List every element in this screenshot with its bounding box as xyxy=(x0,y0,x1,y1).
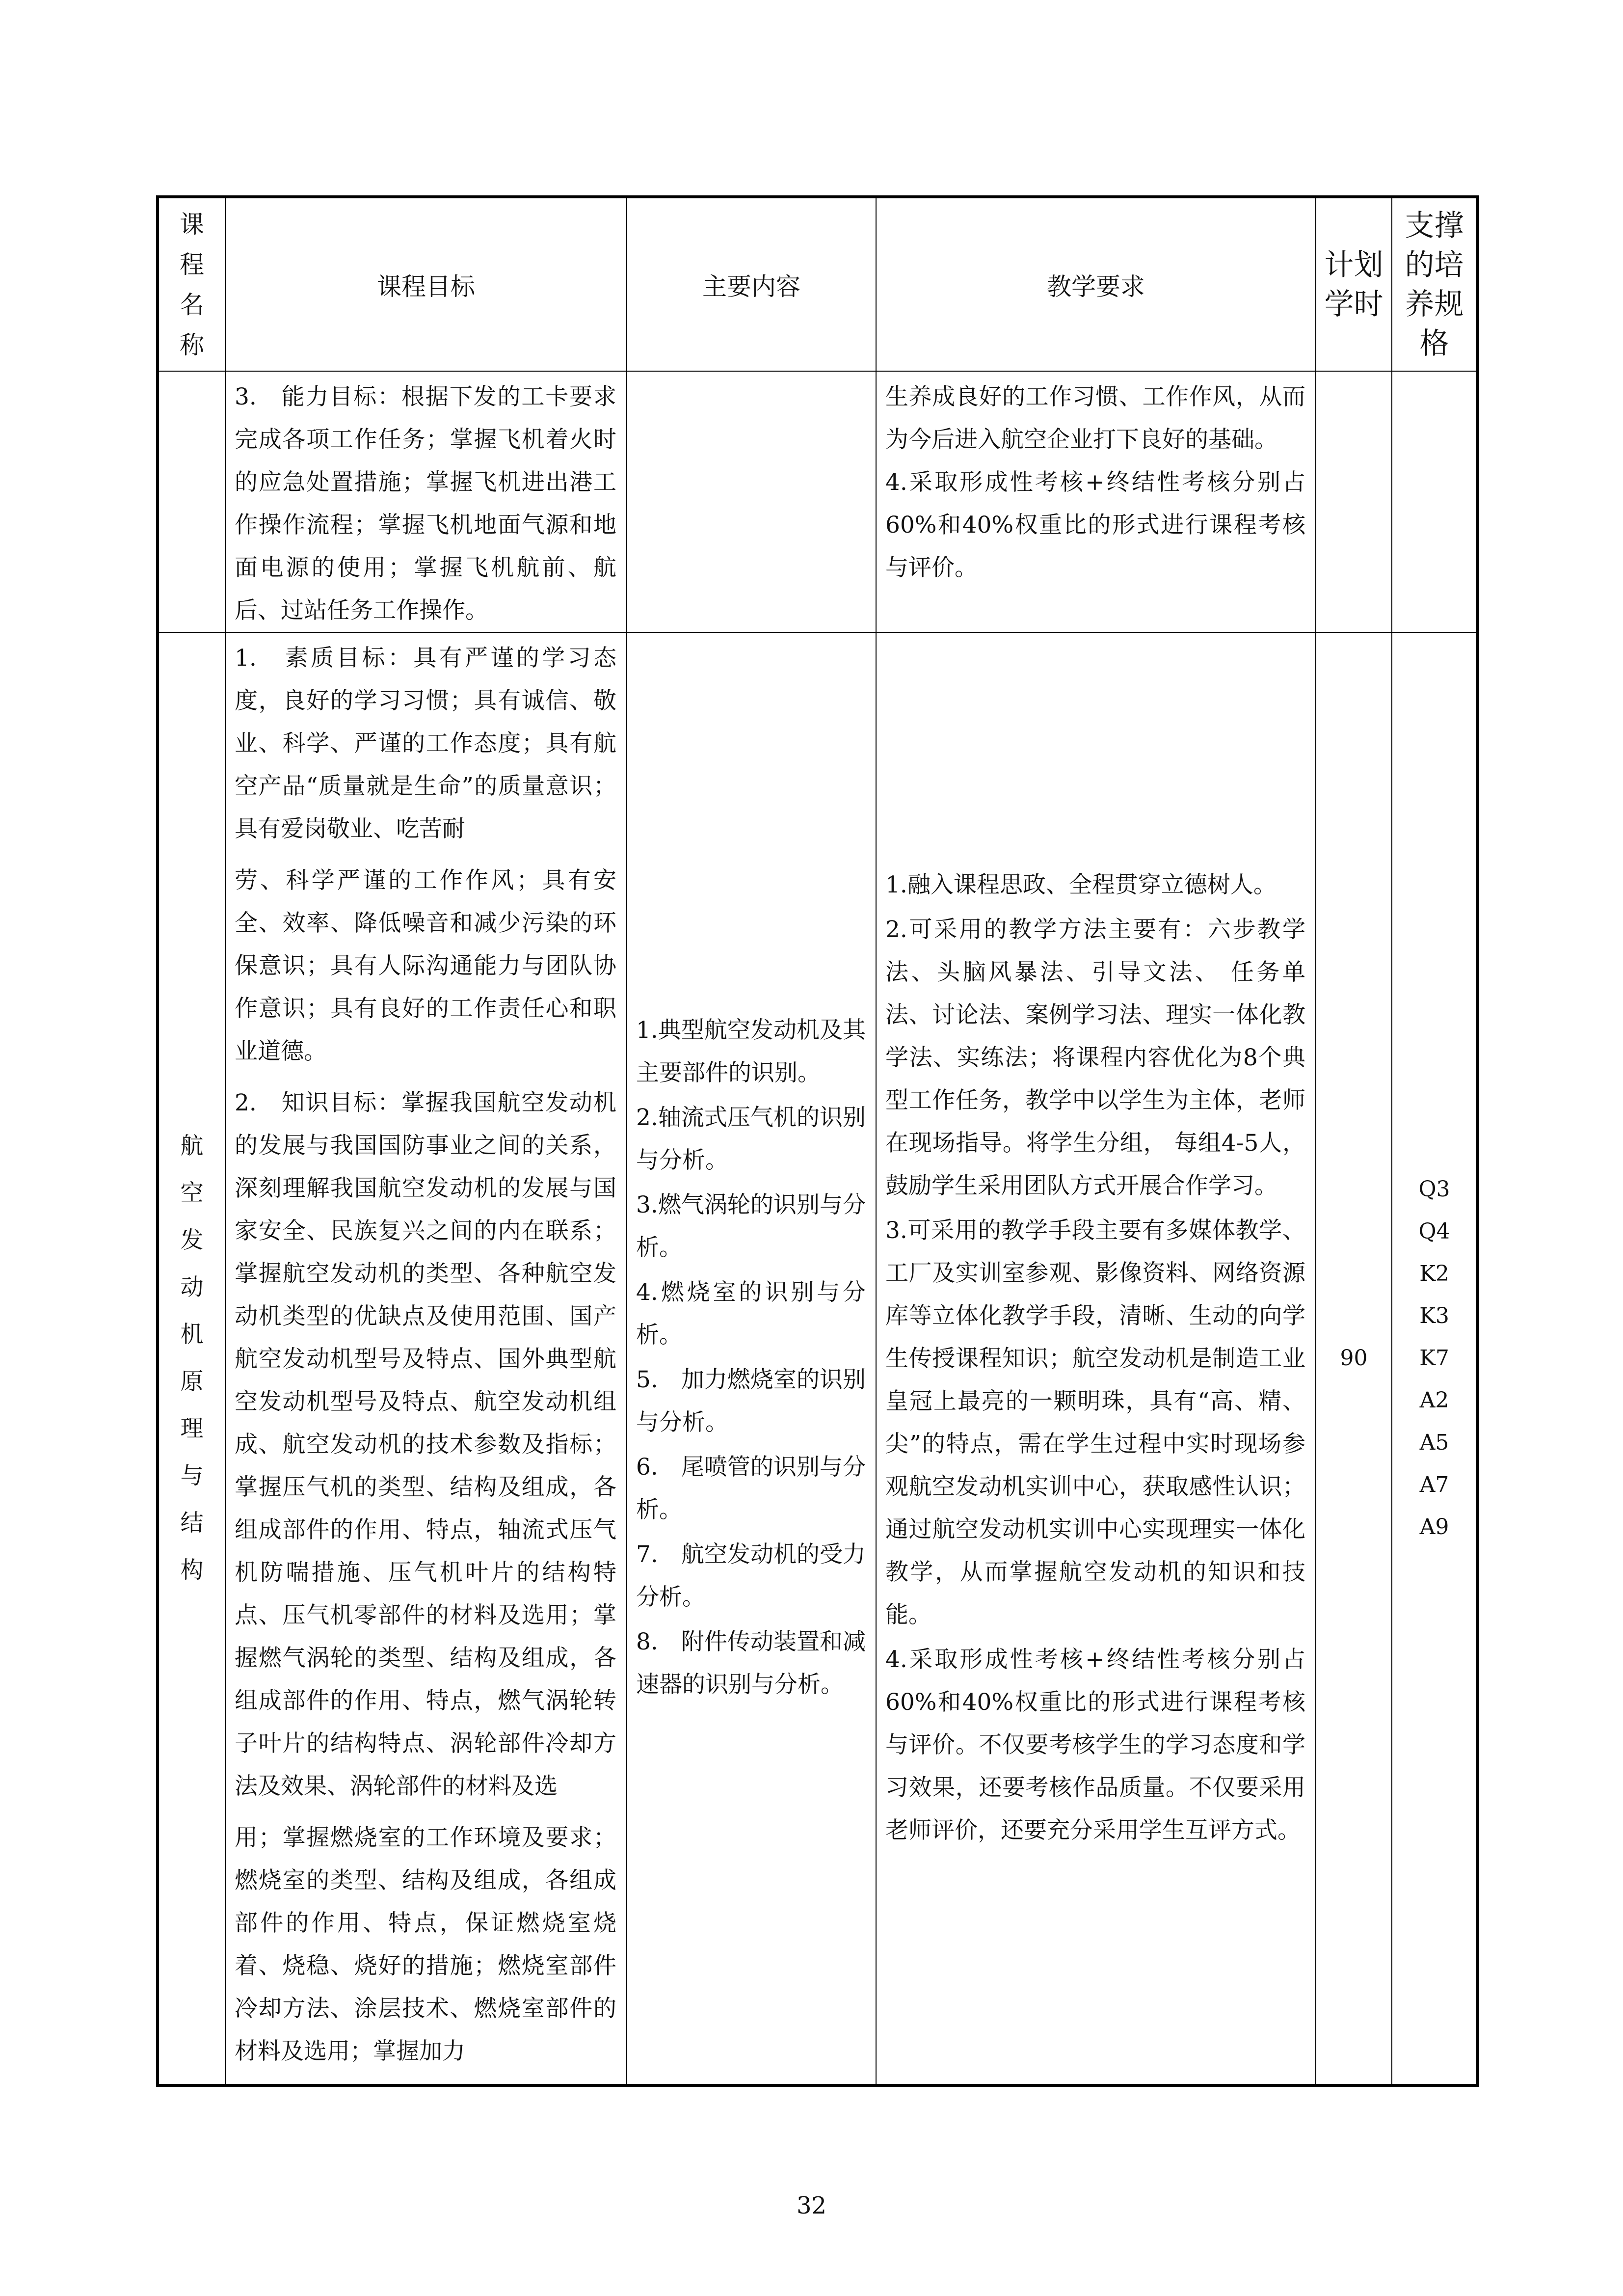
objective-paragraph: 劳、科学严谨的工作作风；具有安全、效率、降低噪音和减少污染的环保意识；具有人际沟通能力与团队协作意识；具有良好的工作责任心和职业道德。 xyxy=(235,867,616,1065)
spec-code: K2 xyxy=(1419,1261,1449,1286)
content-item: 1.典型航空发动机及其主要部件的识别。 xyxy=(636,1017,866,1086)
spec-code: A5 xyxy=(1419,1430,1449,1455)
header-row xyxy=(158,197,1478,371)
content-item: 2.轴流式压气机的识别与分析。 xyxy=(636,1104,866,1174)
content-item: 6. 尾喷管的识别与分析。 xyxy=(636,1454,866,1523)
row2-specs-cell xyxy=(1392,632,1478,2085)
header-requirements: 教学要求 xyxy=(876,197,1316,371)
spec-code: K7 xyxy=(1419,1346,1449,1371)
spec-code: K3 xyxy=(1419,1303,1449,1328)
page-number: 32 xyxy=(796,2192,827,2219)
table-row xyxy=(158,371,1478,632)
content-item: 7. 航空发动机的受力分析。 xyxy=(636,1541,866,1611)
spec-code: A2 xyxy=(1419,1388,1449,1413)
curriculum-table xyxy=(156,195,1479,2087)
content-item: 3.燃气涡轮的识别与分析。 xyxy=(636,1191,866,1261)
row1-objectives-cell xyxy=(225,371,627,632)
row2-hours-cell: 90 xyxy=(1316,632,1392,2085)
content-item: 5. 加力燃烧室的识别与分析。 xyxy=(636,1366,866,1436)
row2-course-name: 航 空 发 动 机 原 理 与 结 构 xyxy=(158,632,225,2085)
row1-name-cell xyxy=(158,371,225,632)
table-row xyxy=(158,632,1478,2085)
row1-content-cell xyxy=(627,371,876,632)
row2-objectives-cell xyxy=(225,632,627,2085)
row1-requirements-cell xyxy=(876,371,1316,632)
row2-content-cell xyxy=(627,632,876,2085)
header-course-name: 课 程 名 称 xyxy=(158,197,225,371)
objective-paragraph: 1. 素质目标：具有严谨的学习态度，良好的学习习惯；具有诚信、敬业、科学、严谨的工作态度；具有航空产品“质量就是生命”的质量意识；具有爱岗敬业、吃苦耐 xyxy=(235,645,616,842)
header-hours: 计划 学时 xyxy=(1316,197,1392,371)
requirement-paragraph: 生养成良好的工作习惯、工作作风，从而为今后进入航空企业打下良好的基础。 xyxy=(885,383,1305,453)
content-item: 8. 附件传动装置和减速器的识别与分析。 xyxy=(636,1628,866,1698)
requirement-paragraph: 4.采取形成性考核+终结性考核分别占60%和40%权重比的形式进行课程考核与评价。不仅要考核学生的学习态度和学习效果，还要考核作品质量。不仅要采用老师评价，还要充分采用学生互评方式。 xyxy=(885,1646,1305,1844)
header-objectives: 课程目标 xyxy=(225,197,627,371)
requirement-paragraph: 3.可采用的教学手段主要有多媒体教学、工厂及实训室参观、影像资料、网络资源库等立体化教学手段，清晰、生动的向学生传授课程知识；航空发动机是制造工业皇冠上最亮的一颗明珠，具有“高、精、尖”的特点，需在学生过程中实时现场参观航空发动机实训中心，获取感性认识；通过航空发动机实训中心实现理实一体化教学，从而掌握航空发动机的知识和技能。 xyxy=(885,1216,1305,1628)
spec-code: Q3 xyxy=(1418,1177,1450,1202)
spec-code: Q4 xyxy=(1418,1219,1450,1244)
objective-paragraph: 用；掌握燃烧室的工作环境及要求；燃烧室的类型、结构及组成，各组成部件的作用、特点，保证燃烧室烧着、烧稳、烧好的措施；燃烧室部件冷却方法、涂层技术、燃烧室部件的材料及选用；掌握加力 xyxy=(235,1824,616,2065)
row2-requirements-cell xyxy=(876,632,1316,2085)
content-item: 4.燃烧室的识别与分析。 xyxy=(636,1279,866,1349)
requirement-paragraph: 4.采取形成性考核+终结性考核分别占60%和40%权重比的形式进行课程考核与评价。 xyxy=(885,469,1305,581)
requirement-paragraph: 1.融入课程思政、全程贯穿立德树人。 xyxy=(885,871,1277,898)
header-content: 主要内容 xyxy=(627,197,876,371)
spec-code: A7 xyxy=(1419,1472,1449,1497)
header-specs: 支撑 的培 养规 格 xyxy=(1392,197,1478,371)
objective-paragraph: 2. 知识目标：掌握我国航空发动机的发展与我国国防事业之间的关系，深刻理解我国航空发动机的发展与国家安全、民族复兴之间的内在联系；掌握航空发动机的类型、各种航空发动机类型的优缺点及使用范围、国产航空发动机型号及特点、国外典型航空发动机型号及特点、航空发动机组成、航空发动机的技术参数及指标；掌握压气机的类型、结构及组成，各组成部件的作用、特点，轴流式压气机防喘措施、压气机叶片的结构特点、压气机零部件的材料及选用；掌握燃气涡轮的类型、结构及组成，各组成部件的作用、特点，燃气涡轮转子叶片的结构特点、涡轮部件冷却方法及效果、涡轮部件的材料及选 xyxy=(235,1089,616,1800)
requirement-paragraph: 2.可采用的教学方法主要有：六步教学法、头脑风暴法、引导文法、 任务单法、讨论法、案例学习法、理实一体化教学法、实练法；将课程内容优化为8个典型工作任务，教学中以学生为主体，老师在现场指导。将学生分组， 每组4-5人，鼓励学生采用团队方式开展合作学习。 xyxy=(885,916,1305,1199)
row1-specs-cell xyxy=(1392,371,1478,632)
objective-paragraph: 3. 能力目标：根据下发的工卡要求完成各项工作任务；掌握飞机着火时的应急处置措施；掌握飞机进出港工作操作流程；掌握飞机地面气源和地面电源的使用；掌握飞机航前、航后、过站任务工作操作。 xyxy=(235,383,616,624)
row1-hours-cell xyxy=(1316,371,1392,632)
spec-code: A9 xyxy=(1419,1514,1449,1540)
